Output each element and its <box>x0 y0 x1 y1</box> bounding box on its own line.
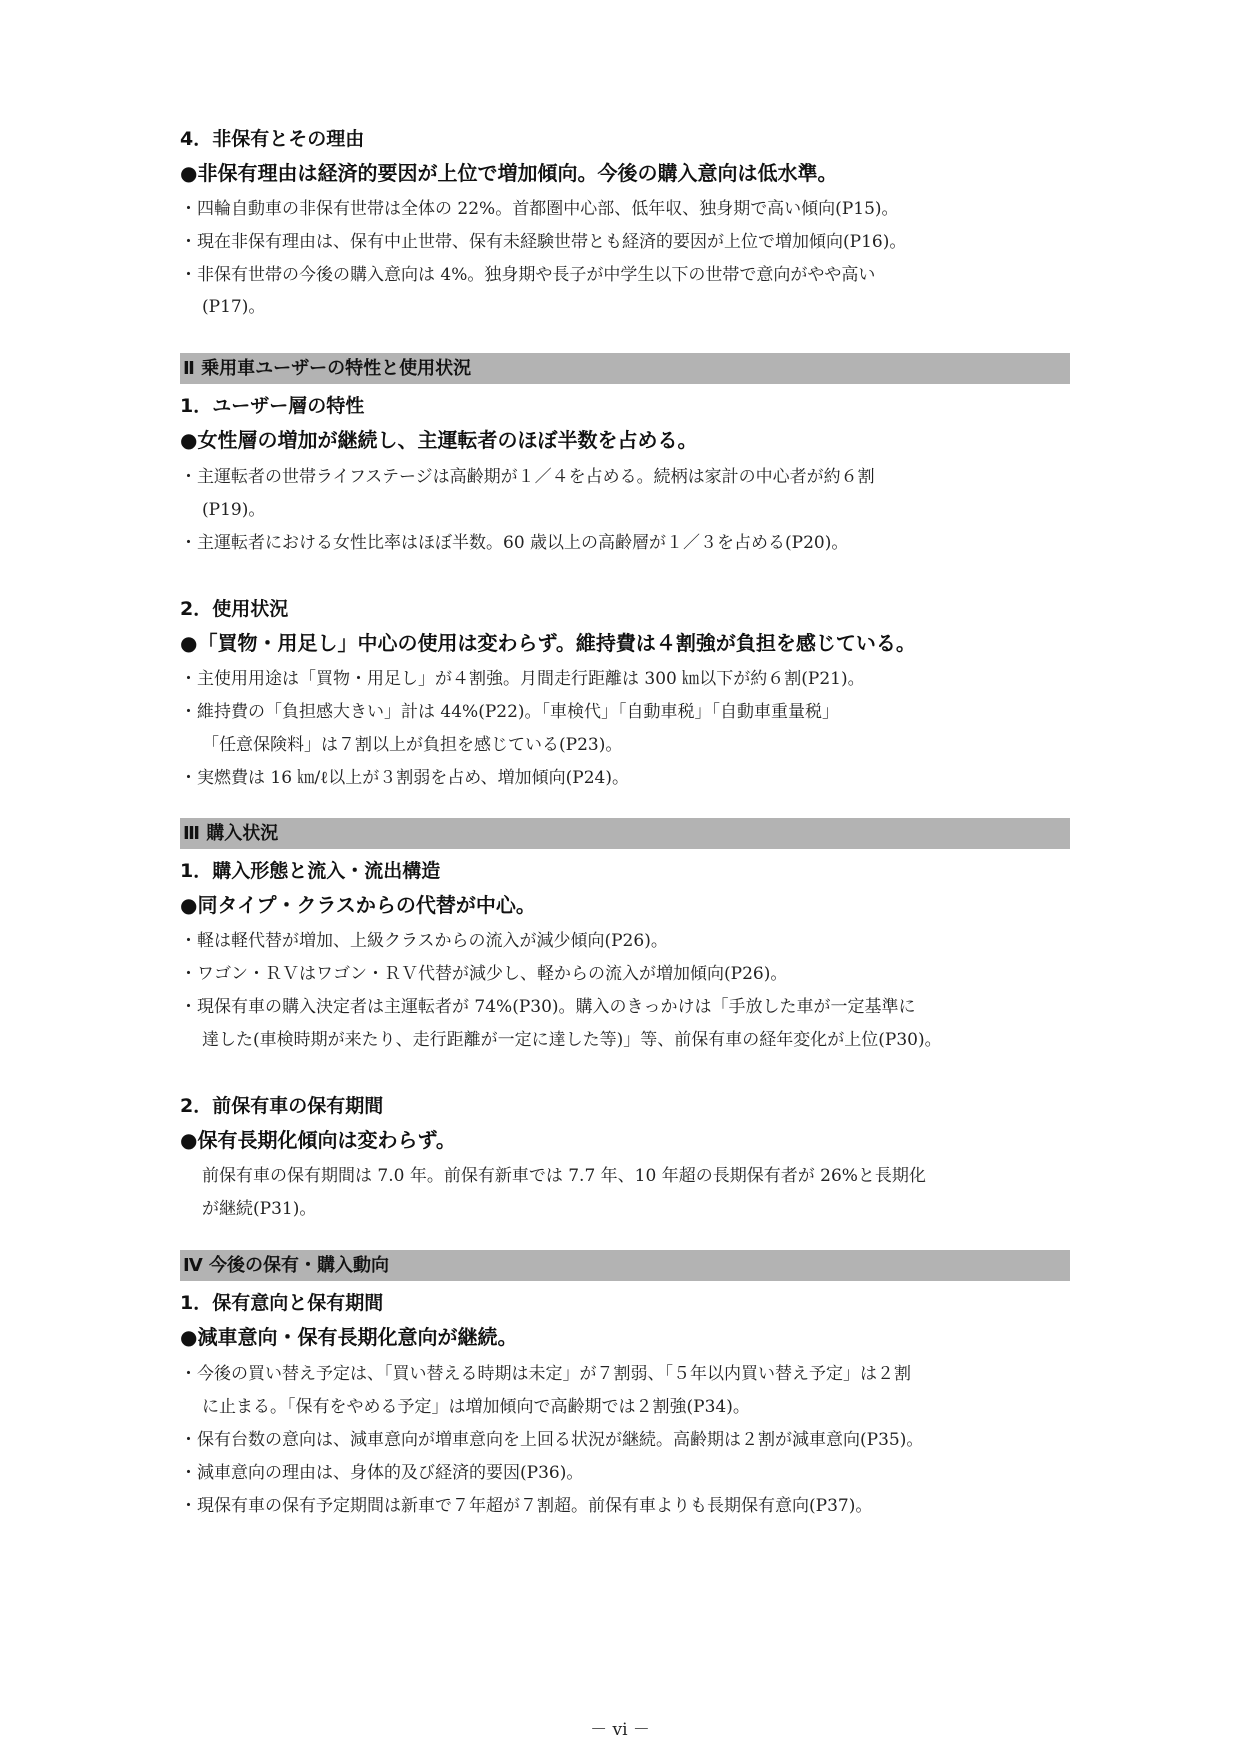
bullet-line: ・主運転者の世帯ライフステージは高齢期が１／４を占める。続柄は家計の中心者が約６割 <box>180 467 875 487</box>
section-ii-header-bar: Ⅱ 乗用車ユーザーの特性と使用状況 <box>180 353 1070 384</box>
bullet-continuation: に止まる。「保有をやめる予定」は増加傾向で高齢期では２割強(P34)。 <box>202 1397 750 1417</box>
bullet-continuation: (P19)。 <box>202 500 266 520</box>
bullet-line: ・今後の買い替え予定は、「買い替える時期は未定」が７割弱、「５年以内買い替え予定」は２割 <box>180 1364 911 1384</box>
bullet-line: ・四輪自動車の非保有世帯は全体の 22%。首都圏中心部、低年収、独身期で高い傾向(P15)。 <box>180 199 899 219</box>
section-ii-1-headline: ●女性層の増加が継続し、主運転者のほぼ半数を占める。 <box>180 428 698 452</box>
section-iv-1-title: 1．保有意向と保有期間 <box>180 1292 384 1314</box>
bullet-line: ・ワゴン・ＲＶはワゴン・ＲＶ代替が減少し、軽からの流入が増加傾向(P26)。 <box>180 964 788 984</box>
bullet-line: ・減車意向の理由は、身体的及び経済的要因(P36)。 <box>180 1463 584 1483</box>
section-ii-1-title: 1．ユーザー層の特性 <box>180 395 365 417</box>
body-line: が継続(P31)。 <box>202 1199 317 1219</box>
section-iii-2-title: 2．前保有車の保有期間 <box>180 1095 384 1117</box>
bullet-continuation: 達した(車検時期が来たり、走行距離が一定に達した等)」等、前保有車の経年変化が上位(P30)。 <box>202 1030 942 1050</box>
page-number: － vi － <box>590 1720 650 1740</box>
section-iii-1-title: 1．購入形態と流入・流出構造 <box>180 860 441 882</box>
section-iii-1-headline: ●同タイプ・クラスからの代替が中心。 <box>180 893 536 917</box>
bullet-line: ・現保有車の保有予定期間は新車で７年超が７割超。前保有車よりも長期保有意向(P37)。 <box>180 1496 873 1516</box>
section-iv-1-headline: ●減車意向・保有長期化意向が継続。 <box>180 1325 518 1349</box>
bullet-continuation: 「任意保険料」は７割以上が負担を感じている(P23)。 <box>202 735 623 755</box>
bullet-line: ・主使用用途は「買物・用足し」が４割強。月間走行距離は 300 ㎞以下が約６割(P21)。 <box>180 669 865 689</box>
section-ii-2-title: 2．使用状況 <box>180 598 289 620</box>
bullet-line: ・保有台数の意向は、減車意向が増車意向を上回る状況が継続。高齢期は２割が減車意向(P35)。 <box>180 1430 924 1450</box>
bullet-line: ・非保有世帯の今後の購入意向は 4%。独身期や長子が中学生以下の世帯で意向がやや高い <box>180 265 876 285</box>
section-iii-header-bar: Ⅲ 購入状況 <box>180 818 1070 849</box>
section-ii-2-headline: ●「買物・用足し」中心の使用は変わらず。維持費は４割強が負担を感じている。 <box>180 631 916 655</box>
body-line: 前保有車の保有期間は 7.0 年。前保有新車では 7.7 年、10 年超の長期保有者が 26%と長期化 <box>202 1166 926 1186</box>
bullet-line: ・維持費の「負担感大きい」計は 44%(P22)。「車検代」「自動車税」「自動車重量税」 <box>180 702 840 722</box>
section-iii-2-headline: ●保有長期化傾向は変わらず。 <box>180 1128 456 1152</box>
bullet-line: ・実燃費は 16 ㎞/ℓ以上が３割弱を占め、増加傾向(P24)。 <box>180 768 629 788</box>
bullet-line: ・軽は軽代替が増加、上級クラスからの流入が減少傾向(P26)。 <box>180 931 668 951</box>
bullet-line: ・現保有車の購入決定者は主運転者が 74%(P30)。購入のきっかけは「手放した車が一定基準に <box>180 997 916 1017</box>
section-iv-header-bar: Ⅳ 今後の保有・購入動向 <box>180 1250 1070 1281</box>
section-4-title: 4．非保有とその理由 <box>180 128 365 150</box>
bullet-line: ・現在非保有理由は、保有中止世帯、保有未経験世帯とも経済的要因が上位で増加傾向(P16)。 <box>180 232 907 252</box>
bullet-line: ・主運転者における女性比率はほぼ半数。60 歳以上の高齢層が１／３を占める(P20)。 <box>180 533 849 553</box>
section-4-headline: ●非保有理由は経済的要因が上位で増加傾向。今後の購入意向は低水準。 <box>180 161 838 185</box>
bullet-continuation: (P17)。 <box>202 297 266 317</box>
